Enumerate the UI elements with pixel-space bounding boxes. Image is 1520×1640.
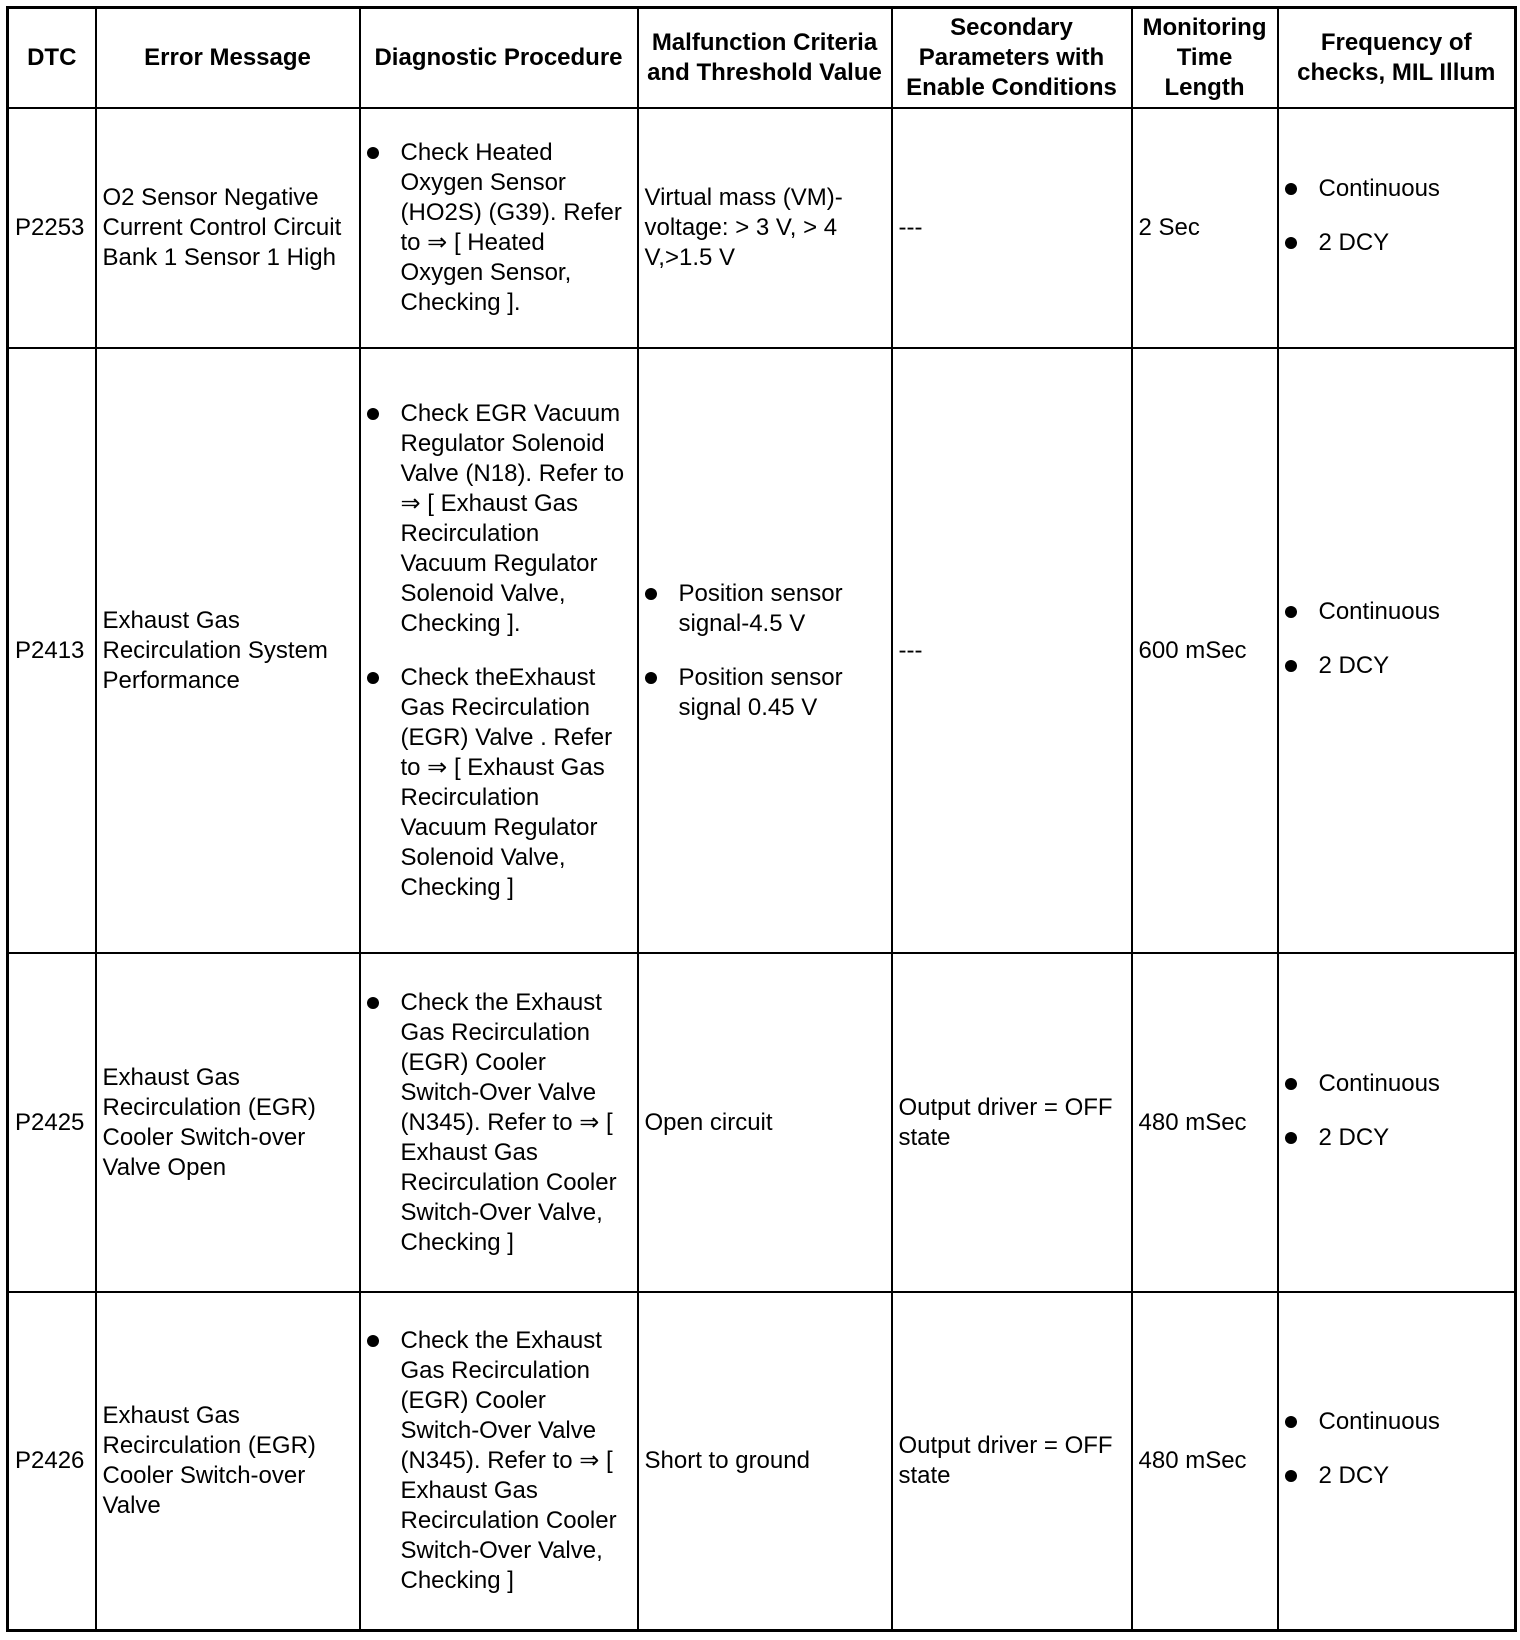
frequency-checks — [1278, 953, 1516, 1292]
monitoring-time: 2 Sec — [1132, 108, 1278, 348]
criteria-item: Position sensor signal 0.45 V — [645, 663, 885, 723]
procedure-list — [367, 1326, 631, 1596]
frequency-item: 2 DCY — [1285, 228, 1509, 258]
procedure-list — [367, 399, 631, 903]
frequency-list — [1285, 1069, 1509, 1153]
dtc-code: P2253 — [8, 108, 96, 348]
frequency-item: Continuous — [1285, 174, 1509, 204]
header-secondary-parameters: Secondary Parameters with Enable Conditions — [892, 8, 1132, 109]
frequency-item: Continuous — [1285, 1407, 1509, 1437]
secondary-parameters: --- — [892, 108, 1132, 348]
malfunction-criteria: Short to ground — [638, 1292, 892, 1631]
procedure-item: Check the Exhaust Gas Recirculation (EGR) Cooler Switch-Over Valve (N345). Refer to ⇒ [ Exhaust Gas Recirculation Cooler Switch-Over Valve, Checking ] — [367, 1326, 631, 1596]
procedure-item: Check the Exhaust Gas Recirculation (EGR) Cooler Switch-Over Valve (N345). Refer to ⇒ [ Exhaust Gas Recirculation Cooler Switch-Over Valve, Checking ] — [367, 988, 631, 1258]
error-message: Exhaust Gas Recirculation System Performance — [96, 348, 360, 953]
procedure-item: Check EGR Vacuum Regulator Solenoid Valve (N18). Refer to ⇒ [ Exhaust Gas Recirculation Vacuum Regulator Solenoid Valve, Checking ]. — [367, 399, 631, 639]
header-monitoring-time: Monitoring Time Length — [1132, 8, 1278, 109]
error-message: Exhaust Gas Recirculation (EGR) Cooler Switch-over Valve Open — [96, 953, 360, 1292]
procedure-list — [367, 988, 631, 1258]
table-row — [8, 953, 1516, 1292]
frequency-list — [1285, 174, 1509, 258]
frequency-checks — [1278, 348, 1516, 953]
frequency-checks — [1278, 1292, 1516, 1631]
monitoring-time: 480 mSec — [1132, 1292, 1278, 1631]
header-malfunction-criteria: Malfunction Criteria and Threshold Value — [638, 8, 892, 109]
diagnostic-procedure — [360, 348, 638, 953]
diagnostic-procedure — [360, 1292, 638, 1631]
frequency-item: 2 DCY — [1285, 651, 1509, 681]
dtc-code: P2413 — [8, 348, 96, 953]
dtc-code: P2426 — [8, 1292, 96, 1631]
monitoring-time: 600 mSec — [1132, 348, 1278, 953]
frequency-list — [1285, 1407, 1509, 1491]
dtc-table — [6, 6, 1517, 1632]
table-row — [8, 348, 1516, 953]
procedure-item: Check theExhaust Gas Recirculation (EGR) Valve . Refer to ⇒ [ Exhaust Gas Recirculation Vacuum Regulator Solenoid Valve, Checking ] — [367, 663, 631, 903]
diagnostic-procedure — [360, 108, 638, 348]
frequency-item: Continuous — [1285, 1069, 1509, 1099]
table-row — [8, 108, 1516, 348]
header-error-message: Error Message — [96, 8, 360, 109]
malfunction-criteria — [638, 348, 892, 953]
monitoring-time: 480 mSec — [1132, 953, 1278, 1292]
secondary-parameters: Output driver = OFF state — [892, 1292, 1132, 1631]
frequency-item: 2 DCY — [1285, 1123, 1509, 1153]
frequency-item: Continuous — [1285, 597, 1509, 627]
diagnostic-procedure — [360, 953, 638, 1292]
header-diagnostic-procedure: Diagnostic Procedure — [360, 8, 638, 109]
criteria-item: Position sensor signal-4.5 V — [645, 579, 885, 639]
malfunction-criteria: Virtual mass (VM)-voltage: > 3 V, > 4 V,>1.5 V — [638, 108, 892, 348]
procedure-list — [367, 138, 631, 318]
header-frequency: Frequency of checks, MIL Illum — [1278, 8, 1516, 109]
error-message: Exhaust Gas Recirculation (EGR) Cooler Switch-over Valve — [96, 1292, 360, 1631]
frequency-item: 2 DCY — [1285, 1461, 1509, 1491]
dtc-code: P2425 — [8, 953, 96, 1292]
secondary-parameters: --- — [892, 348, 1132, 953]
secondary-parameters: Output driver = OFF state — [892, 953, 1132, 1292]
error-message: O2 Sensor Negative Current Control Circuit Bank 1 Sensor 1 High — [96, 108, 360, 348]
frequency-checks — [1278, 108, 1516, 348]
header-row — [8, 8, 1516, 109]
frequency-list — [1285, 597, 1509, 681]
criteria-list — [645, 579, 885, 723]
table-row — [8, 1292, 1516, 1631]
malfunction-criteria: Open circuit — [638, 953, 892, 1292]
header-dtc: DTC — [8, 8, 96, 109]
procedure-item: Check Heated Oxygen Sensor (HO2S) (G39). Refer to ⇒ [ Heated Oxygen Sensor, Checking ]. — [367, 138, 631, 318]
